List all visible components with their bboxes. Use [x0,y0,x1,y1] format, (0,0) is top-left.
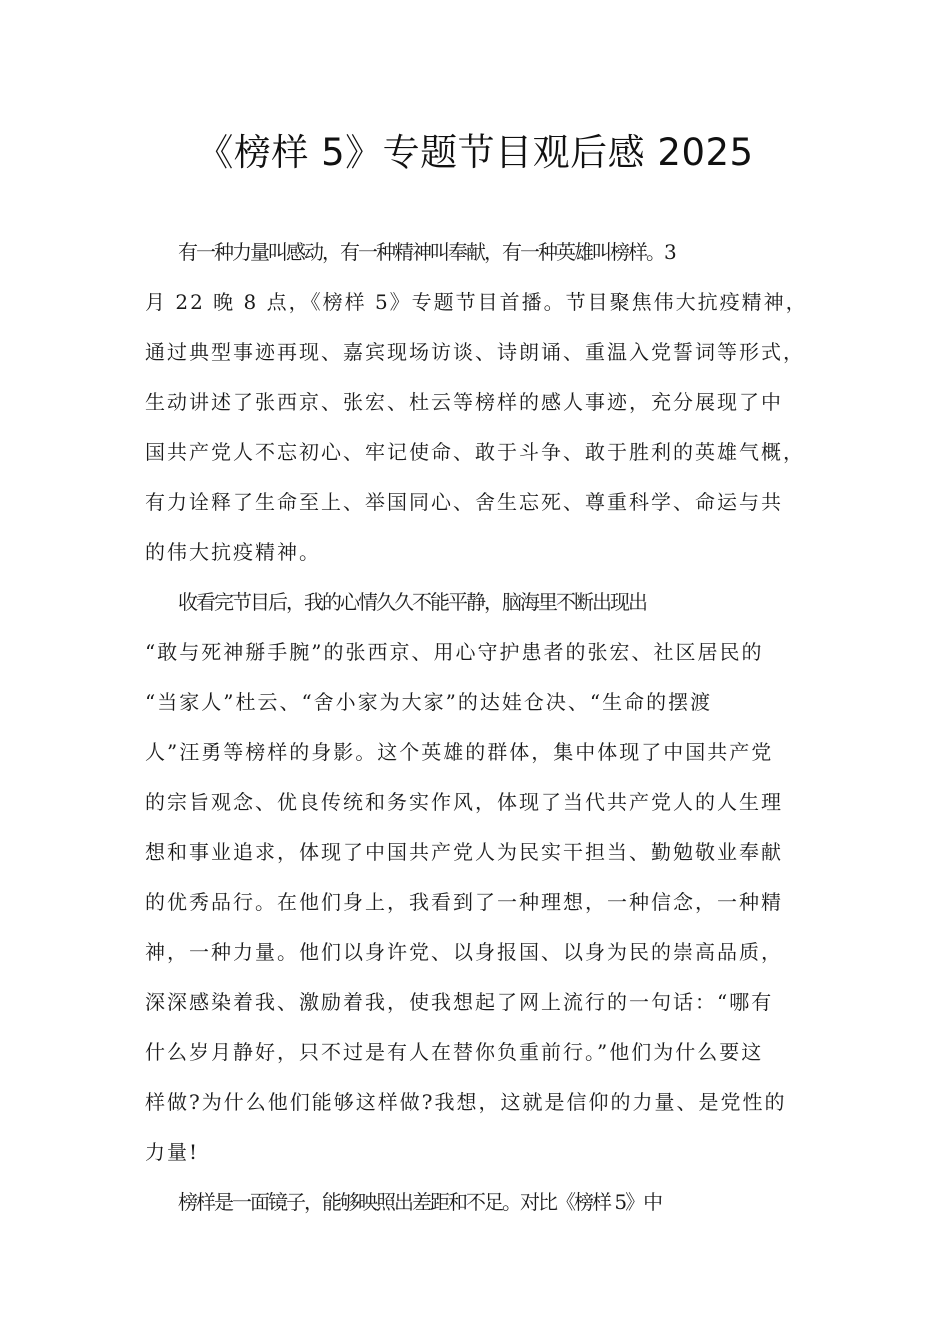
paragraph-2-line-11: 样做?为什么他们能够这样做?我想，这就是信仰的力量、是党性的 [145,1090,787,1114]
paragraph-3-line-1: 榜样是一面镜子，能够映照出差距和不足。对比《榜样 5》中 [178,1190,662,1214]
paragraph-2-line-8: 神，一种力量。他们以身许党、以身报国、以身为民的崇高品质， [145,940,783,964]
paragraph-1-line-5: 国共产党人不忘初心、牢记使命、敢于斗争、敢于胜利的英雄气概， [145,440,805,464]
paragraph-2-line-10: 什么岁月静好，只不过是有人在替你负重前行。”他们为什么要这 [145,1040,764,1064]
paragraph-2-line-9: 深深感染着我、激励着我，使我想起了网上流行的一句话：“哪有 [145,990,774,1014]
paragraph-2-line-3: “当家人”杜云、“舍小家为大家”的达娃仓决、“生命的摆渡 [145,690,713,714]
paragraph-1-line-1: 有一种力量叫感动，有一种精神叫奉献，有一种英雄叫榜样。3 [178,240,675,264]
paragraph-2-line-4: 人”汪勇等榜样的身影。这个英雄的群体，集中体现了中国共产党 [145,740,774,764]
paragraph-2-line-2: “敢与死神掰手腕”的张西京、用心守护患者的张宏、社区居民的 [145,640,764,664]
paragraph-1-line-4: 生动讲述了张西京、张宏、杜云等榜样的感人事迹，充分展现了中 [145,390,783,414]
paragraph-1-line-2: 月 22 晚 8 点，《榜样 5》专题节目首播。节目聚焦伟大抗疫精神， [145,290,808,314]
paragraph-1-line-6: 有力诠释了生命至上、举国同心、舍生忘死、尊重科学、命运与共 [145,490,783,514]
document-title: 《榜样 5》专题节目观后感 2025 [196,131,754,174]
paragraph-2-line-12: 力量! [145,1140,200,1164]
paragraph-2-line-5: 的宗旨观念、优良传统和务实作风，体现了当代共产党人的人生理 [145,790,783,814]
paragraph-1-line-3: 通过典型事迹再现、嘉宾现场访谈、诗朗诵、重温入党誓词等形式， [145,340,805,364]
paragraph-1-line-7: 的伟大抗疫精神。 [145,540,321,564]
paragraph-2-line-7: 的优秀品行。在他们身上，我看到了一种理想，一种信念，一种精 [145,890,783,914]
paragraph-2-line-1: 收看完节目后，我的心情久久不能平静，脑海里不断出现出 [178,590,646,614]
paragraph-2-line-6: 想和事业追求，体现了中国共产党人为民实干担当、勤勉敬业奉献 [145,840,783,864]
